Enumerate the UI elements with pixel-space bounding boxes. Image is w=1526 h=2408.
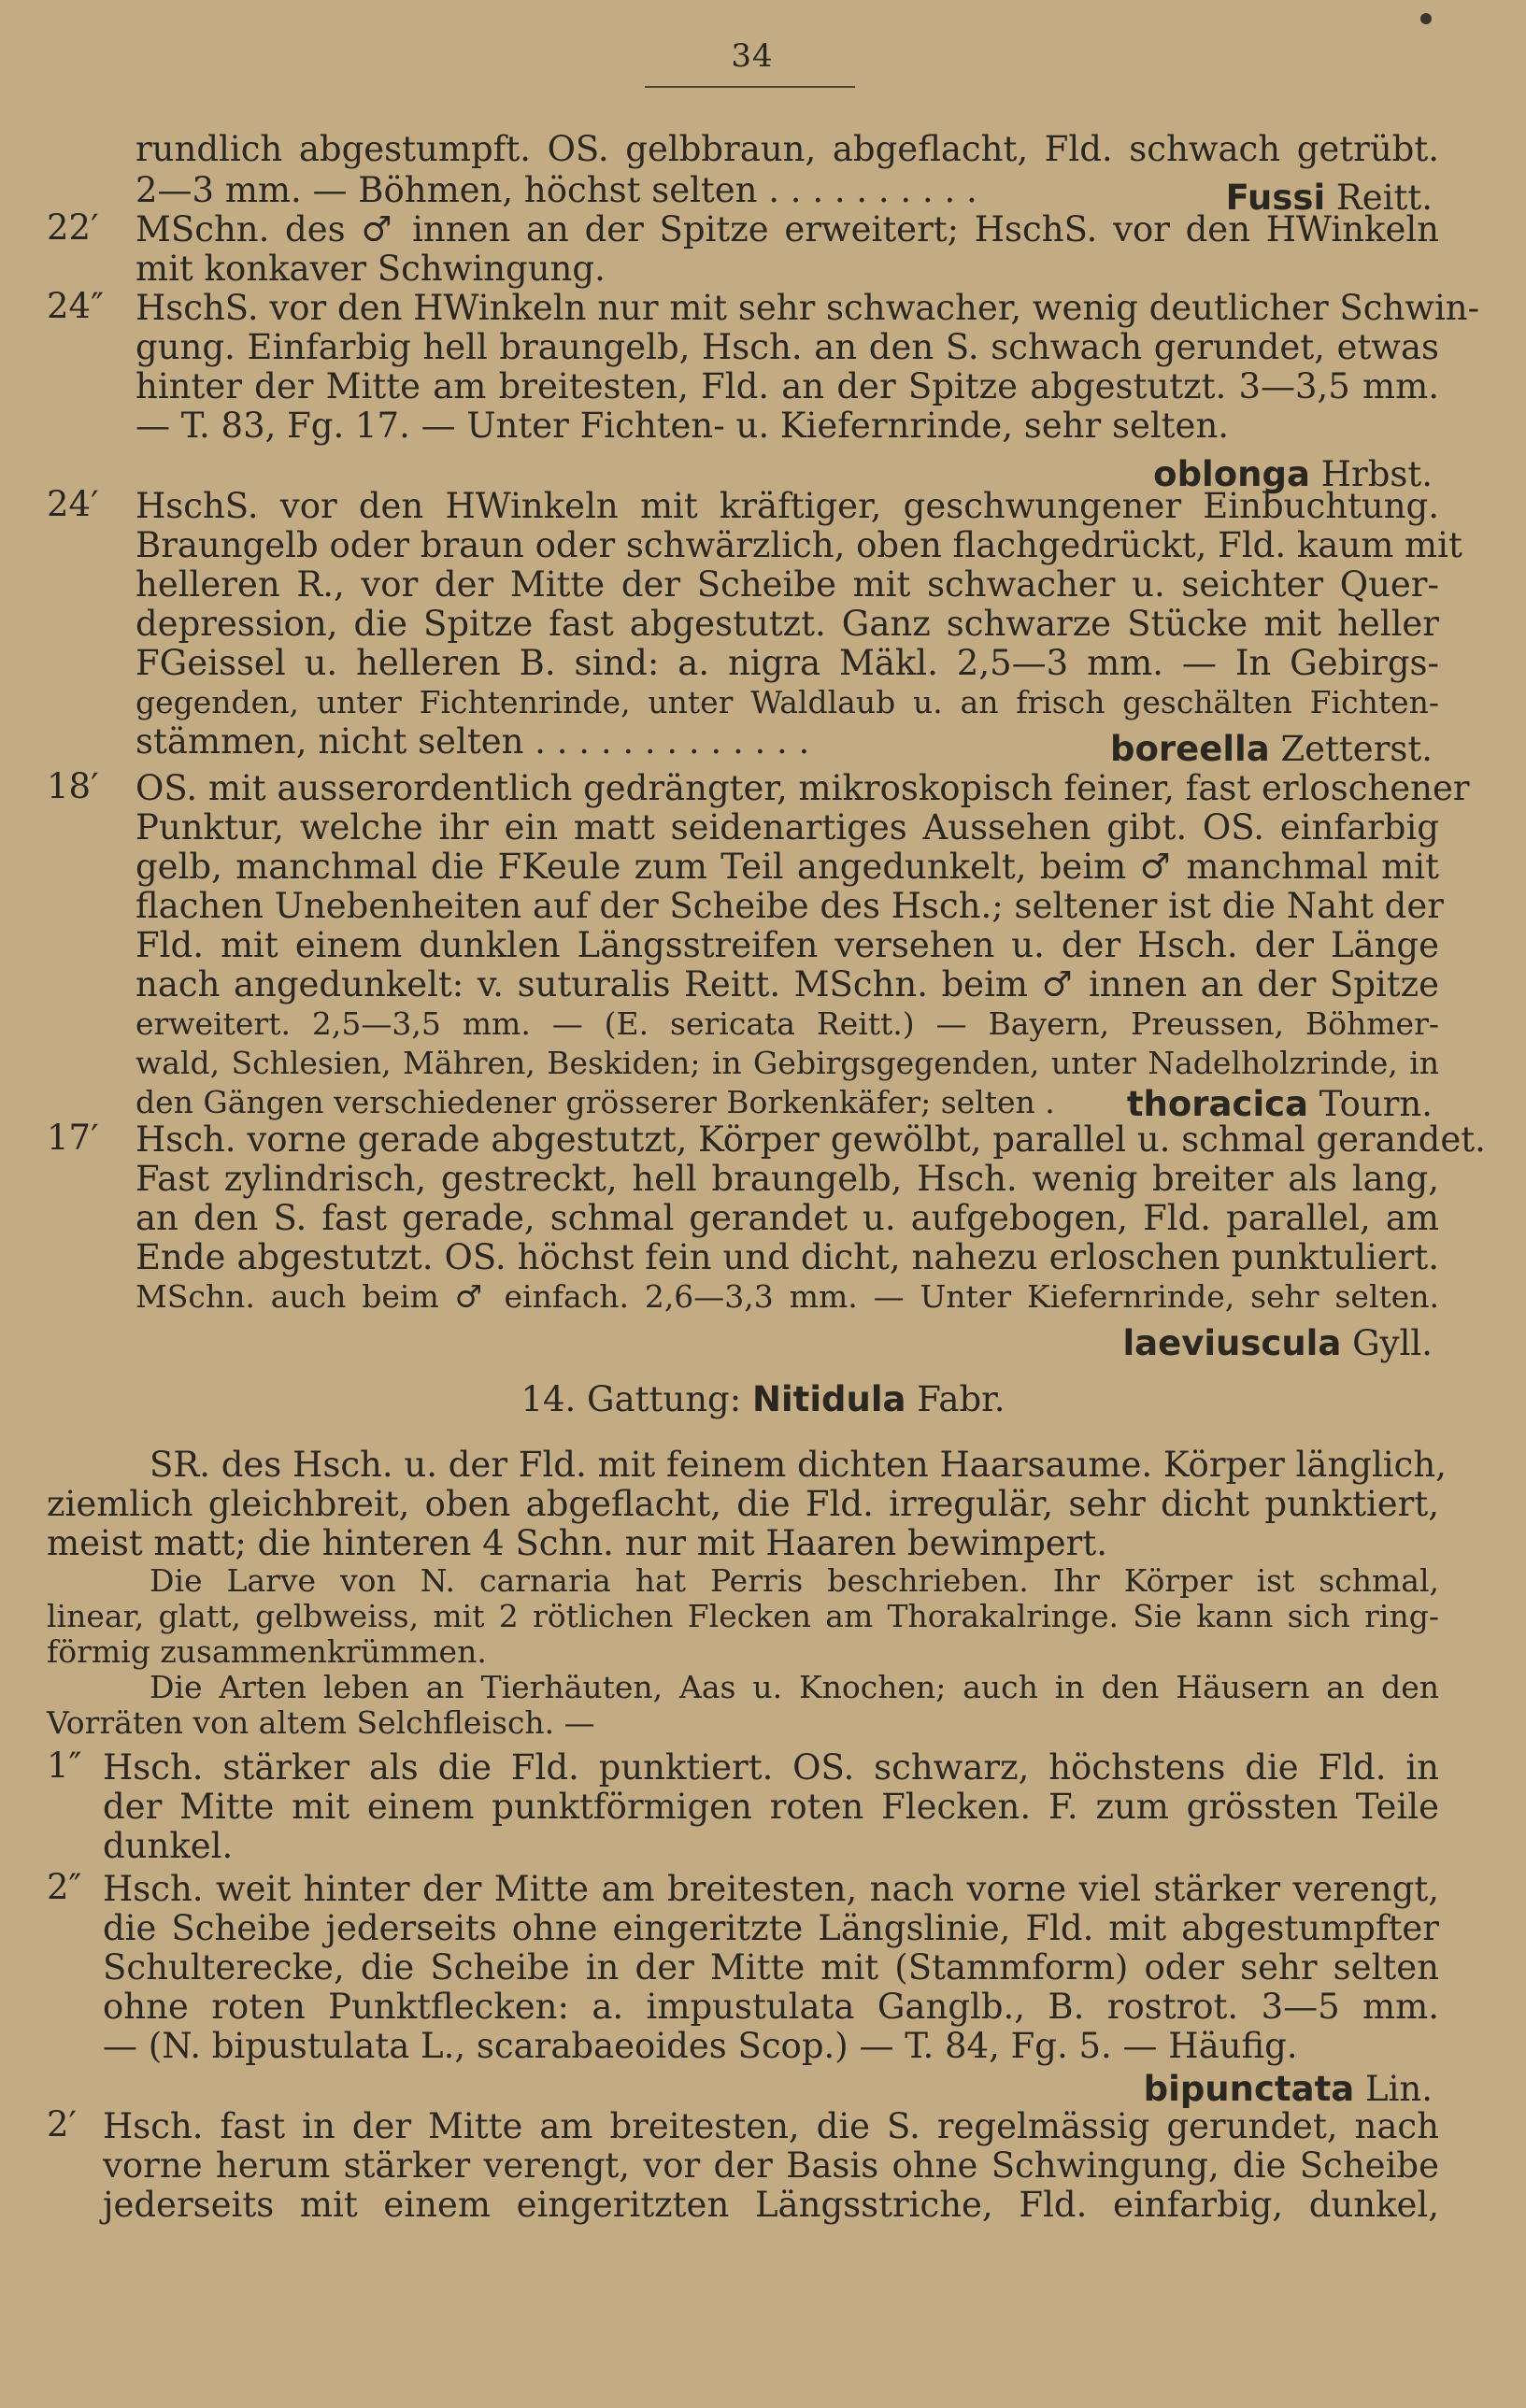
text-line: 2—3 mm. — Böhmen, höchst selten . . . . . . . . . . xyxy=(135,170,977,210)
text-line: ziemlich gleichbreit, oben abgeflacht, die Fld. irregulär, sehr dicht punktiert, xyxy=(47,1484,1439,1524)
text-line: linear, glatt, gelbweiss, mit 2 rötlichen Flecken am Thorakalringe. Sie kann sich ring- xyxy=(47,1598,1439,1634)
text-line: förmig zusammenkrümmen. xyxy=(47,1633,487,1670)
text-line: Vorräten von altem Selchfleisch. — xyxy=(47,1704,595,1741)
species-line-boreella xyxy=(1110,729,1433,769)
genus-name: Nitidula xyxy=(751,1379,906,1419)
text-line: flachen Unebenheiten auf der Scheibe des Hsch.; seltener ist die Naht der xyxy=(135,886,1444,926)
text-line: hinter der Mitte am breitesten, Fld. an der Spitze abgestutzt. 3—3,5 mm. xyxy=(135,366,1439,406)
couplet-number: 17′ xyxy=(47,1118,99,1158)
genus-prefix: 14. Gattung: xyxy=(521,1379,742,1419)
text-line: Braungelb oder braun oder schwärzlich, oben flachgedrückt, Fld. kaum mit xyxy=(135,525,1462,565)
text-line: nach angedunkelt: v. suturalis Reitt. MSchn. beim ♂ innen an der Spitze xyxy=(135,964,1439,1005)
species-name: bipunctata xyxy=(1143,2069,1355,2109)
species-name: boreella xyxy=(1110,729,1270,769)
text-line: Die Arten leben an Tierhäuten, Aas u. Knochen; auch in den Häusern an den xyxy=(150,1669,1439,1705)
text-line: Hsch. weit hinter der Mitte am breitesten, nach vorne viel stärker verengt, xyxy=(103,1869,1439,1909)
couplet-number: 22′ xyxy=(47,207,99,248)
text-line: dunkel. xyxy=(103,1826,234,1866)
text-line: erweitert. 2,5—3,5 mm. — (E. sericata Reitt.) — Bayern, Preussen, Böhmer- xyxy=(135,1005,1439,1042)
text-line: mit konkaver Schwingung. xyxy=(135,249,606,289)
species-author: Reitt. xyxy=(1335,178,1433,218)
page-number: 34 xyxy=(731,37,774,75)
text-line: die Scheibe jederseits ohne eingeritzte Längslinie, Fld. mit abgestumpfter xyxy=(103,1908,1439,1948)
text-line: Fld. mit einem dunklen Längsstreifen versehen u. der Hsch. der Länge xyxy=(135,925,1439,965)
text-line: vorne herum stärker verengt, vor der Basis ohne Schwingung, die Scheibe xyxy=(103,2145,1439,2186)
text-line: meist matt; die hinteren 4 Schn. nur mit Haaren bewimpert. xyxy=(47,1523,1107,1563)
couplet-number: 2″ xyxy=(47,1867,82,1907)
text-line: den Gängen verschiedener grösserer Borkenkäfer; selten . xyxy=(135,1084,1055,1120)
species-name: laeviuscula xyxy=(1122,1323,1342,1363)
species-line-laeviuscula xyxy=(1123,1323,1433,1363)
species-name: Fussi xyxy=(1225,178,1326,218)
couplet-number: 24″ xyxy=(47,286,104,326)
species-line-bipunctata xyxy=(1144,2069,1433,2109)
couplet-number: 2′ xyxy=(47,2104,77,2144)
species-line-thoracica xyxy=(1127,1084,1433,1124)
text-line: Die Larve von N. carnaria hat Perris beschrieben. Ihr Körper ist schmal, xyxy=(150,1562,1439,1599)
text-line: MSchn. des ♂ innen an der Spitze erweitert; HschS. vor den HWinkeln xyxy=(135,209,1439,249)
couplet-number: 18′ xyxy=(47,766,99,806)
text-line: MSchn. auch beim ♂ einfach. 2,6—3,3 mm. — Unter Kiefernrinde, sehr selten. xyxy=(135,1278,1439,1315)
text-line: Punktur, welche ihr ein matt seidenartiges Aussehen gibt. OS. einfarbig xyxy=(135,807,1439,848)
text-line: FGeissel u. helleren B. sind: a. nigra Mäkl. 2,5—3 mm. — In Gebirgs- xyxy=(135,643,1439,683)
species-name: oblonga xyxy=(1153,454,1310,494)
text-line: Schulterecke, die Scheibe in der Mitte mit (Stammform) oder sehr selten xyxy=(103,1947,1439,1988)
couplet-number: 24′ xyxy=(47,484,99,524)
couplet-number: 1″ xyxy=(47,1745,82,1786)
text-line: Hsch. fast in der Mitte am breitesten, die S. regelmässig gerundet, nach xyxy=(103,2106,1439,2146)
text-line: gelb, manchmal die FKeule zum Teil angedunkelt, beim ♂ manchmal mit xyxy=(135,847,1439,887)
species-author: Gyll. xyxy=(1352,1323,1433,1363)
text-line: depression, die Spitze fast abgestutzt. Ganz schwarze Stücke mit heller xyxy=(135,604,1439,644)
text-line: jederseits mit einem eingeritzten Längsstriche, Fld. einfarbig, dunkel, xyxy=(103,2185,1439,2225)
species-author: Lin. xyxy=(1365,2069,1433,2109)
text-line: HschS. vor den HWinkeln nur mit sehr schwacher, wenig deutlicher Schwin- xyxy=(135,288,1480,328)
species-author: Tourn. xyxy=(1319,1084,1433,1124)
text-line: — T. 83, Fg. 17. — Unter Fichten- u. Kiefernrinde, sehr selten. xyxy=(135,406,1230,446)
text-line: helleren R., vor der Mitte der Scheibe mit schwacher u. seichter Quer- xyxy=(135,564,1439,605)
text-line: Ende abgestutzt. OS. höchst fein und dicht, nahezu erloschen punktuliert. xyxy=(135,1237,1439,1277)
text-line: Fast zylindrisch, gestreckt, hell braungelb, Hsch. wenig breiter als lang, xyxy=(135,1159,1439,1199)
species-author: Hrbst. xyxy=(1320,454,1433,494)
ink-spot xyxy=(1420,13,1432,24)
text-line: Hsch. vorne gerade abgestutzt, Körper gewölbt, parallel u. schmal gerandet. xyxy=(135,1119,1486,1160)
text-line: ohne roten Punktflecken: a. impustulata Ganglb., B. rostrot. 3—5 mm. xyxy=(103,1987,1439,2027)
text-line: an den S. fast gerade, schmal gerandet u. aufgebogen, Fld. parallel, am xyxy=(135,1198,1439,1238)
text-line: — (N. bipustulata L., scarabaeoides Scop.) — T. 84, Fg. 5. — Häufig. xyxy=(103,2026,1298,2066)
genus-heading xyxy=(0,1379,1526,1419)
species-author: Zetterst. xyxy=(1280,729,1433,769)
text-line: stämmen, nicht selten . . . . . . . . . . . . . xyxy=(135,721,810,762)
text-line: gung. Einfarbig hell braungelb, Hsch. an den S. schwach gerundet, etwas xyxy=(135,327,1439,367)
text-line: Hsch. stärker als die Fld. punktiert. OS. schwarz, höchstens die Fld. in xyxy=(103,1747,1439,1788)
species-name: thoracica xyxy=(1126,1084,1309,1124)
genus-author: Fabr. xyxy=(917,1379,1005,1419)
text-line: SR. des Hsch. u. der Fld. mit feinem dichten Haarsaume. Körper länglich, xyxy=(150,1445,1447,1485)
text-line: wald, Schlesien, Mähren, Beskiden; in Gebirgsgegenden, unter Nadelholzrinde, in xyxy=(135,1045,1439,1081)
text-line: rundlich abgestumpft. OS. gelbbraun, abgeflacht, Fld. schwach getrübt. xyxy=(135,129,1439,169)
page-number-rule xyxy=(645,86,855,88)
text-line: OS. mit ausserordentlich gedrängter, mikroskopisch feiner, fast erloschener xyxy=(135,768,1470,808)
text-line: HschS. vor den HWinkeln mit kräftiger, geschwungener Einbuchtung. xyxy=(135,486,1439,526)
text-line: gegenden, unter Fichtenrinde, unter Waldlaub u. an frisch geschälten Fichten- xyxy=(135,684,1439,720)
text-line: der Mitte mit einem punktförmigen roten Flecken. F. zum grössten Teile xyxy=(103,1787,1439,1827)
